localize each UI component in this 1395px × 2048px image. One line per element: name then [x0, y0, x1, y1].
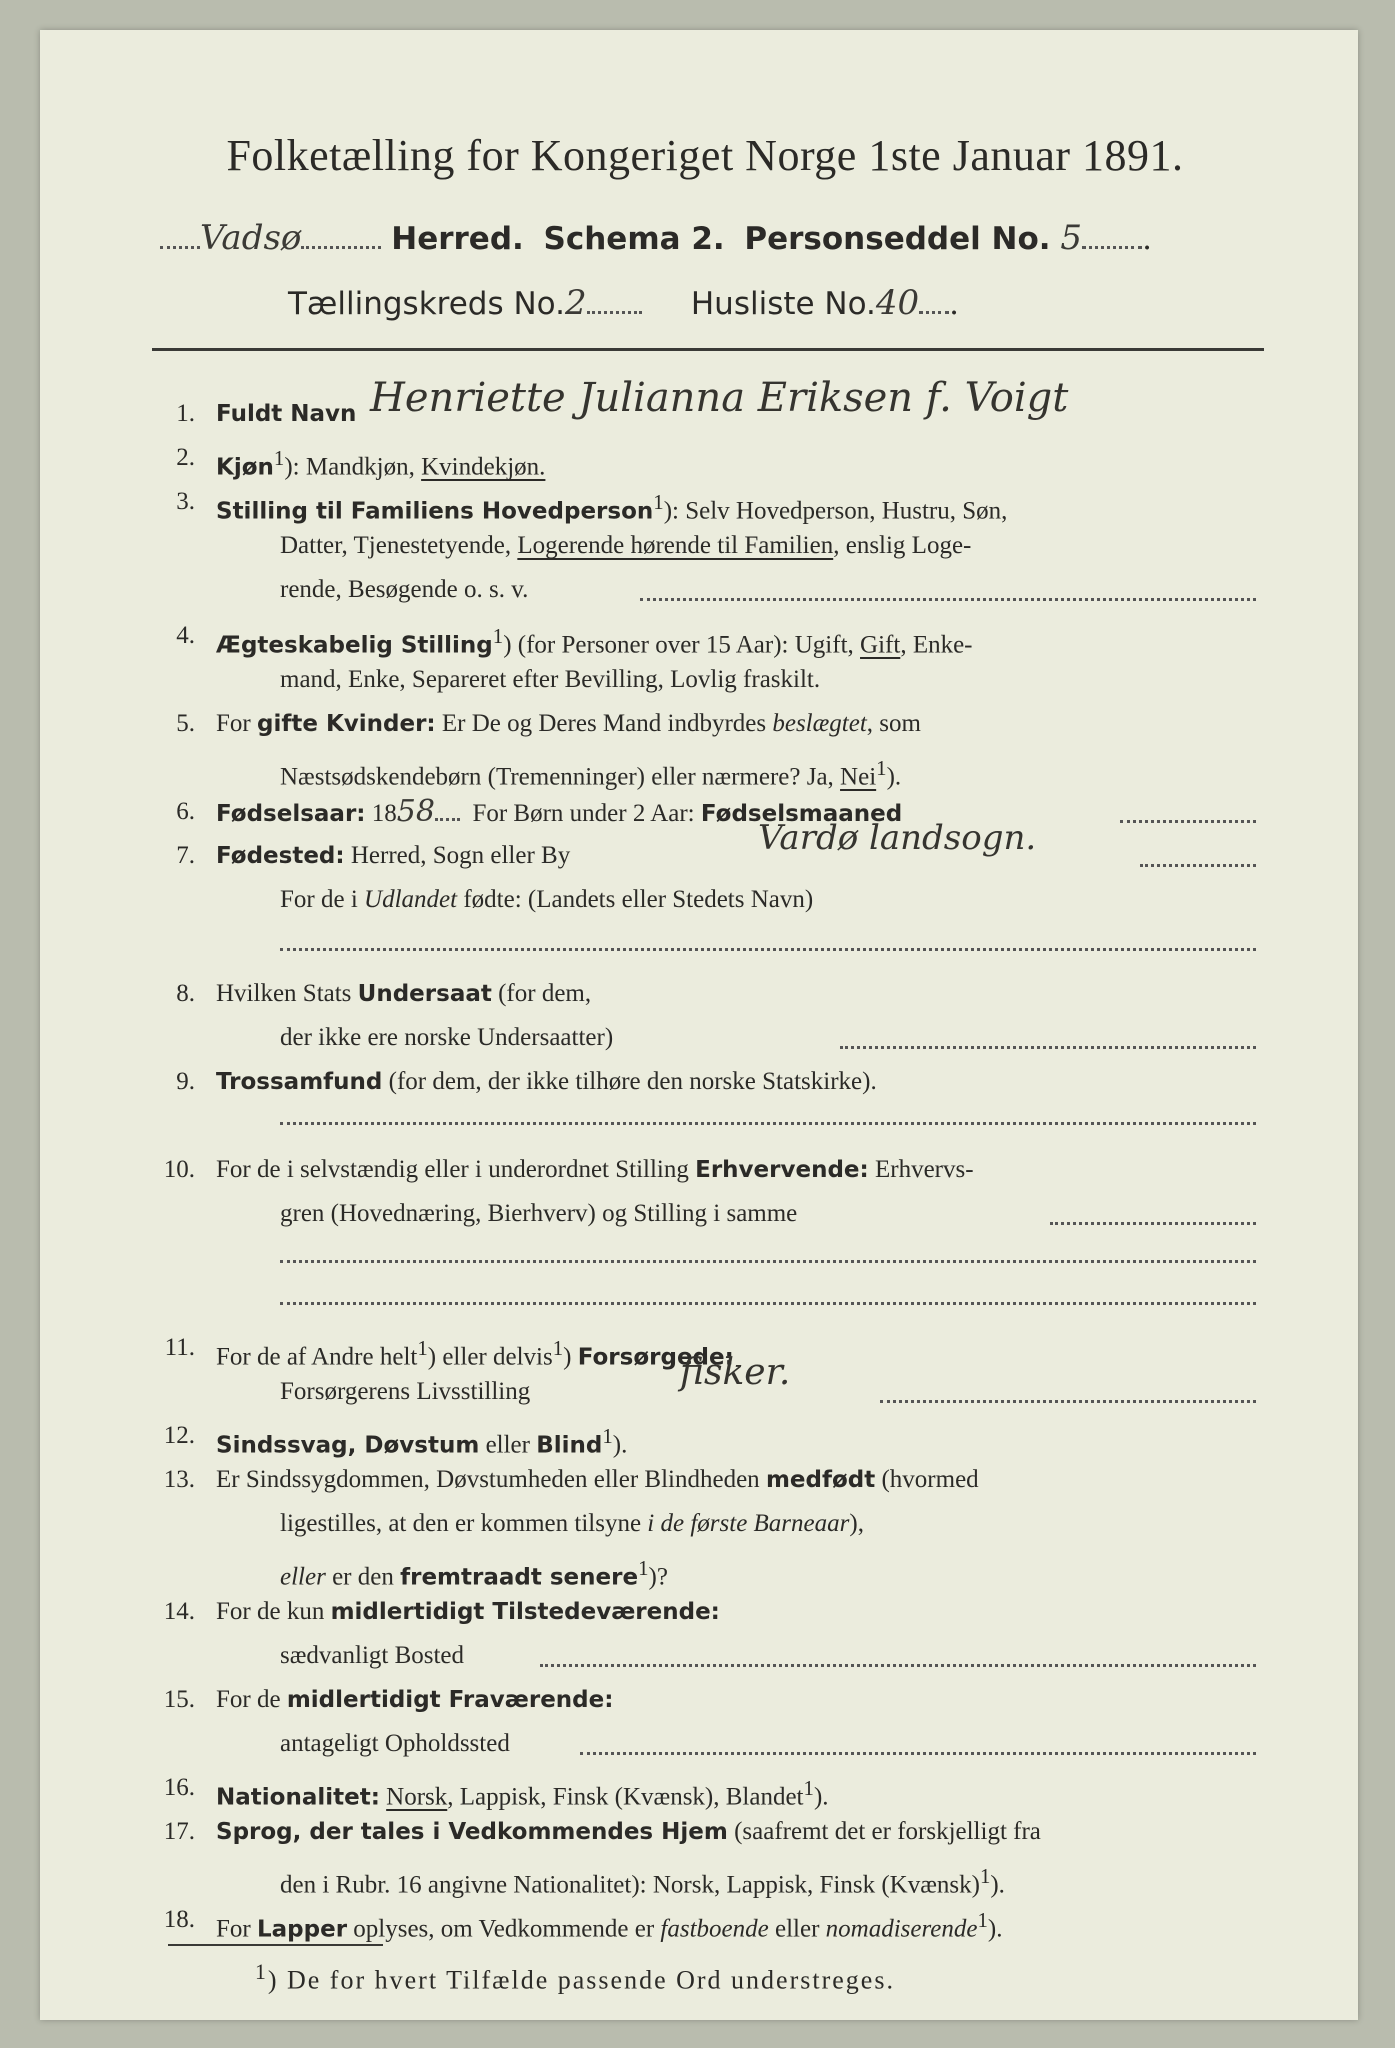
kreds-line: Tællingskreds No.2 Husliste No.40 .: [288, 283, 960, 323]
item-text: ) eller delvis: [427, 1343, 553, 1371]
item-text: For de af Andre helt: [216, 1343, 418, 1371]
item-label: midlertidigt Fraværende:: [286, 1687, 614, 1713]
item-text: nomadiserende: [825, 1915, 978, 1943]
item-label: fremtraadt senere: [400, 1564, 639, 1591]
item-text: ): [563, 1343, 572, 1371]
selected-option: Logerende hørende til Familien: [517, 532, 834, 559]
blank-line: [280, 948, 1256, 951]
item-label: Erhvervende:: [695, 1157, 869, 1183]
item-text: For de i selvstændig eller i underordnet Stilling: [216, 1156, 689, 1183]
item-text: fødte: (Landets eller Stedets Navn): [463, 886, 814, 913]
footnote-mark: 1: [602, 1424, 613, 1448]
item-text: i de første Barneaar: [647, 1510, 850, 1537]
selected-option: Nei: [840, 763, 877, 791]
item-text: )?: [648, 1563, 668, 1591]
footnote-mark: 1: [977, 1908, 988, 1932]
item-text: Datter, Tjenestetyende,: [280, 532, 512, 559]
item-text: (saafremt det er forskjelligt fra: [734, 1818, 1041, 1845]
item-text: sædvanligt Bosted: [280, 1642, 465, 1669]
item-text: (for dem, der ikke tilhøre den norske Statskirke).: [388, 1068, 877, 1095]
item-label: Kjøn: [216, 454, 274, 481]
item-text: ).: [612, 1431, 628, 1459]
item-text: mand, Enke, Separeret efter Bevilling, Lovlig fraskilt.: [280, 666, 821, 693]
item-text: 18: [371, 800, 397, 827]
item-text: beslægtet: [772, 710, 867, 737]
herred-label: Herred.: [391, 221, 524, 257]
census-form: [40, 30, 1358, 2020]
item-number: 2.: [176, 444, 195, 471]
item-text: fastboende: [660, 1915, 769, 1943]
item-text: For: [216, 710, 251, 737]
item-label: Trossamfund: [216, 1069, 383, 1095]
item-label: Stilling til Familiens Hovedperson: [216, 498, 654, 525]
schema-label: Schema 2.: [543, 221, 725, 257]
item-number: 9.: [176, 1068, 195, 1095]
blank-line: [280, 1302, 1256, 1305]
item-text: den i Rubr. 16 angivne Nationalitet): Norsk, Lappisk, Finsk (Kvænsk): [280, 1871, 980, 1899]
kreds-value: 2: [564, 283, 587, 323]
footnote-mark: 1: [273, 446, 285, 470]
item-text: Herred, Sogn eller By: [350, 842, 571, 869]
item-text: For de: [216, 1686, 281, 1713]
item-text: ),: [849, 1510, 864, 1537]
selected-option: Gift: [860, 631, 901, 659]
item-number: 12.: [163, 1422, 195, 1449]
full-name-value: Henriette Julianna Eriksen f. Voigt: [370, 375, 1069, 421]
item-text: ).: [990, 1871, 1005, 1899]
item-text: rende, Besøgende o. s. v.: [280, 576, 529, 603]
item-text: Er De og Deres Mand indbyrdes: [441, 710, 767, 737]
footnote-mark: 1: [417, 1336, 428, 1360]
footnote-mark: 1: [552, 1336, 564, 1360]
provider-occupation-value: fisker.: [680, 1352, 791, 1393]
item-label: Fuldt Navn: [216, 401, 357, 427]
item-text: antageligt Opholdssted: [280, 1730, 510, 1757]
item-number: 4.: [176, 622, 195, 649]
item-text: , enslig Loge-: [833, 532, 972, 559]
item-text: eller: [280, 1563, 326, 1591]
item-text: , Lappisk, Finsk (Kvænsk), Blandet: [447, 1783, 804, 1811]
item-label: Forsørgede:: [577, 1344, 734, 1371]
item-text: For Børn under 2 Aar:: [472, 800, 695, 827]
item-number: 13.: [163, 1466, 195, 1493]
item-text: eller: [775, 1915, 820, 1943]
item-number: 5.: [176, 710, 195, 737]
blank-line: [280, 1260, 1256, 1263]
item-label: Undersaat: [357, 981, 492, 1007]
item-label: Fødselsaar:: [216, 801, 366, 827]
husliste-label: Husliste No.: [690, 286, 876, 322]
item-label: Fødselsmaaned: [700, 801, 903, 827]
item-text: er den: [332, 1563, 394, 1591]
item-number: 3.: [176, 488, 195, 515]
footnote-text: ) De for hvert Tilfælde passende Ord understreges.: [267, 1965, 895, 1995]
item-text: For de i: [280, 886, 358, 913]
item-text: Næstsødskendebørn (Tremenninger) eller nærmere? Ja,: [280, 763, 834, 791]
blank-line: [1120, 820, 1256, 823]
blank-line: [280, 1122, 1256, 1125]
item-text: ): Mandkjøn,: [284, 453, 415, 481]
item-number: 6.: [176, 798, 195, 825]
footnote-mark: 1: [876, 756, 887, 780]
item-number: 1.: [176, 400, 195, 427]
item-text: gren (Hovednæring, Bierhverv) og Stilling i samme: [280, 1200, 798, 1227]
footnote-mark: 1: [803, 1776, 814, 1800]
item-label: Nationalitet:: [216, 1784, 380, 1811]
footnote-rule: [168, 1944, 383, 1946]
footnote-mark: 1: [255, 1960, 268, 1984]
item-text: der ikke ere norske Undersaatter): [280, 1024, 614, 1051]
item-text: ): Selv Hovedperson, Hustru, Søn,: [663, 497, 1008, 525]
personseddel-value: 5: [1060, 218, 1083, 258]
item-text: Erhvervs-: [874, 1156, 974, 1183]
item-text: ).: [886, 763, 902, 791]
item-label: Sprog, der tales i Vedkommendes Hjem: [216, 1819, 728, 1845]
item-text: oplyses, om Vedkommende er: [353, 1915, 655, 1943]
herred-line: Vadsø Herred. Schema 2. Personseddel No. 5 .: [160, 218, 1152, 258]
item-text: ).: [813, 1783, 829, 1811]
footnote-mark: 1: [653, 490, 664, 514]
footnote: [255, 1960, 895, 1996]
blank-line: [880, 1400, 1256, 1403]
item-label: Blind: [536, 1432, 603, 1459]
item-number: 15.: [163, 1686, 195, 1713]
husliste-value: 40: [875, 283, 920, 323]
item-number: 11.: [164, 1334, 195, 1361]
item-text: For de kun: [216, 1598, 325, 1625]
selected-option: Kvindekjøn.: [421, 453, 546, 481]
birthplace-value: Vardø landsogn.: [758, 818, 1037, 858]
item-number: 8.: [176, 980, 195, 1007]
herred-value: Vadsø: [200, 218, 302, 258]
item-text: Hvilken Stats: [216, 980, 352, 1007]
blank-line: [1050, 1222, 1256, 1225]
item-text: (hvormed: [881, 1466, 979, 1493]
item-number: 10.: [163, 1156, 195, 1183]
blank-line: [540, 1664, 1256, 1667]
item-label: gifte Kvinder:: [256, 711, 436, 737]
header-rule: [152, 348, 1264, 351]
item-text: Forsørgerens Livsstilling: [280, 1378, 531, 1405]
form-title: Folketælling for Kongeriget Norge 1ste Januar 1891.: [226, 131, 1184, 180]
item-text: ).: [987, 1915, 1003, 1943]
blank-line: [1140, 864, 1256, 867]
item-text: eller: [485, 1431, 530, 1459]
item-text: ) (for Personer over 15 Aar): Ugift,: [503, 631, 854, 659]
selected-option: Norsk: [386, 1783, 448, 1811]
item-label: Ægteskabelig Stilling: [216, 632, 493, 659]
item-text: ligestilles, at den er kommen tilsyne: [280, 1510, 642, 1537]
footnote-mark: 1: [979, 1864, 991, 1888]
kreds-label: Tællingskreds No.: [288, 286, 565, 322]
item-text: Udlandet: [364, 886, 458, 913]
item-number: 18.: [163, 1906, 195, 1933]
item-label: Sindssvag, Døvstum: [216, 1432, 480, 1459]
item-number: 7.: [176, 842, 195, 869]
birth-year-value: 58: [396, 794, 435, 829]
item-text: (for dem,: [498, 980, 592, 1007]
item-number: 16.: [163, 1774, 195, 1801]
blank-line: [580, 1752, 1256, 1755]
item-text: , som: [866, 710, 921, 737]
item-label: midlertidigt Tilstedeværende:: [330, 1599, 720, 1625]
item-text: Er Sindssygdommen, Døvstumheden eller Blindheden: [216, 1466, 760, 1493]
item-label: Fødested:: [216, 843, 345, 869]
item-label: medfødt: [765, 1467, 876, 1493]
item-text: For: [216, 1915, 251, 1943]
footnote-mark: 1: [492, 624, 504, 648]
item-label: Lapper: [256, 1916, 348, 1943]
blank-line: [840, 1046, 1256, 1049]
item-text: , Enke-: [900, 631, 973, 659]
footnote-mark: 1: [638, 1556, 649, 1580]
personseddel-label: Personseddel No.: [744, 221, 1051, 257]
blank-line: [640, 598, 1256, 601]
item-number: 17.: [163, 1818, 195, 1845]
item-number: 14.: [163, 1598, 195, 1625]
